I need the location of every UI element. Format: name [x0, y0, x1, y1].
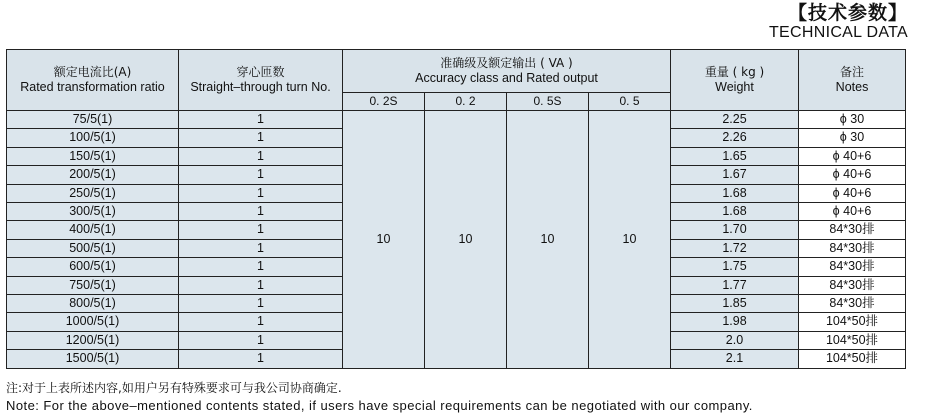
turns-cell: 1: [179, 331, 343, 349]
note-cell: 84*30排: [799, 258, 906, 276]
ratio-cell: 1000/5(1): [7, 313, 179, 331]
weight-cell: 1.98: [671, 313, 799, 331]
ratio-cell: 400/5(1): [7, 221, 179, 239]
turns-cell: 1: [179, 313, 343, 331]
title-block: [769, 2, 908, 42]
note-cell: ϕ 40+6: [799, 203, 906, 221]
rated-output-cell: 10: [507, 111, 589, 369]
turns-cell: 1: [179, 295, 343, 313]
turns-cell: 1: [179, 350, 343, 368]
accuracy-header-en: Accuracy class and Rated output: [415, 71, 598, 85]
weight-cell: 2.25: [671, 111, 799, 129]
turns-cell: 1: [179, 221, 343, 239]
footnote-cn: 注:对于上表所述内容,如用户另有特殊要求可与我公司协商确定.: [6, 381, 342, 395]
turns-header-en: Straight–through turn No.: [190, 80, 331, 94]
note-cell: 84*30排: [799, 221, 906, 239]
ratio-cell: 500/5(1): [7, 239, 179, 257]
ratio-cell: 1500/5(1): [7, 350, 179, 368]
weight-cell: 2.1: [671, 350, 799, 368]
note-cell: ϕ 40+6: [799, 184, 906, 202]
ratio-cell: 200/5(1): [7, 166, 179, 184]
weight-cell: 1.77: [671, 276, 799, 294]
ratio-cell: 800/5(1): [7, 295, 179, 313]
turns-cell: 1: [179, 129, 343, 147]
weight-cell: 1.67: [671, 166, 799, 184]
weight-header-cn: 重量 ( kg ): [704, 65, 765, 79]
note-cell: 104*50排: [799, 350, 906, 368]
ratio-cell: 1200/5(1): [7, 331, 179, 349]
weight-cell: 1.85: [671, 295, 799, 313]
turns-cell: 1: [179, 111, 343, 129]
turns-cell: 1: [179, 203, 343, 221]
note-cell: 84*30排: [799, 239, 906, 257]
footnote-en: Note: For the above–mentioned contents stated, if users have special requirements can be negotiated with our company.: [6, 398, 753, 413]
rated-output-cell: 10: [425, 111, 507, 369]
accuracy-class-0-5: 0. 5: [589, 93, 671, 111]
rated-output-cell: 10: [589, 111, 671, 369]
turns-cell: 1: [179, 184, 343, 202]
ratio-cell: 75/5(1): [7, 111, 179, 129]
weight-cell: 1.75: [671, 258, 799, 276]
turns-cell: 1: [179, 239, 343, 257]
ratio-cell: 750/5(1): [7, 276, 179, 294]
note-cell: 104*50排: [799, 313, 906, 331]
note-cell: ϕ 30: [799, 111, 906, 129]
weight-cell: 1.65: [671, 147, 799, 165]
note-cell: 84*30排: [799, 276, 906, 294]
accuracy-class-0-5s: 0. 5S: [507, 93, 589, 111]
weight-cell: 2.26: [671, 129, 799, 147]
weight-cell: 1.68: [671, 184, 799, 202]
column-header-weight: [671, 50, 799, 111]
note-cell: ϕ 40+6: [799, 147, 906, 165]
accuracy-class-0-2s: 0. 2S: [343, 93, 425, 111]
column-header-notes: [799, 50, 906, 111]
ratio-cell: 150/5(1): [7, 147, 179, 165]
technical-data-table: [6, 49, 906, 369]
ratio-header-en: Rated transformation ratio: [20, 80, 165, 94]
weight-cell: 1.68: [671, 203, 799, 221]
turns-cell: 1: [179, 166, 343, 184]
weight-cell: 1.72: [671, 239, 799, 257]
turns-header-cn: 穿心匝数: [236, 65, 285, 79]
note-cell: 84*30排: [799, 295, 906, 313]
turns-cell: 1: [179, 147, 343, 165]
column-header-accuracy: [343, 50, 671, 93]
table-row: [7, 111, 906, 129]
note-cell: ϕ 30: [799, 129, 906, 147]
ratio-cell: 300/5(1): [7, 203, 179, 221]
header-row: [7, 50, 906, 93]
note-cell: 104*50排: [799, 331, 906, 349]
table-body: [7, 111, 906, 369]
page-title-en: TECHNICAL DATA: [768, 24, 908, 41]
note-cell: ϕ 40+6: [799, 166, 906, 184]
ratio-cell: 600/5(1): [7, 258, 179, 276]
ratio-cell: 100/5(1): [7, 129, 179, 147]
ratio-cell: 250/5(1): [7, 184, 179, 202]
rated-output-cell: 10: [343, 111, 425, 369]
notes-header-cn: 备注: [839, 65, 864, 79]
footnote: [6, 380, 753, 414]
ratio-header-cn: 额定电流比(A): [53, 65, 132, 79]
notes-header-en: Notes: [835, 80, 869, 94]
accuracy-class-0-2: 0. 2: [425, 93, 507, 111]
weight-cell: 1.70: [671, 221, 799, 239]
column-header-ratio: [7, 50, 179, 111]
page-title-cn: 【技术参数】: [787, 2, 908, 24]
column-header-turns: [179, 50, 343, 111]
turns-cell: 1: [179, 258, 343, 276]
weight-header-en: Weight: [715, 80, 754, 94]
weight-cell: 2.0: [671, 331, 799, 349]
turns-cell: 1: [179, 276, 343, 294]
accuracy-header-cn: 准确级及额定输出 ( VA ): [440, 56, 573, 70]
